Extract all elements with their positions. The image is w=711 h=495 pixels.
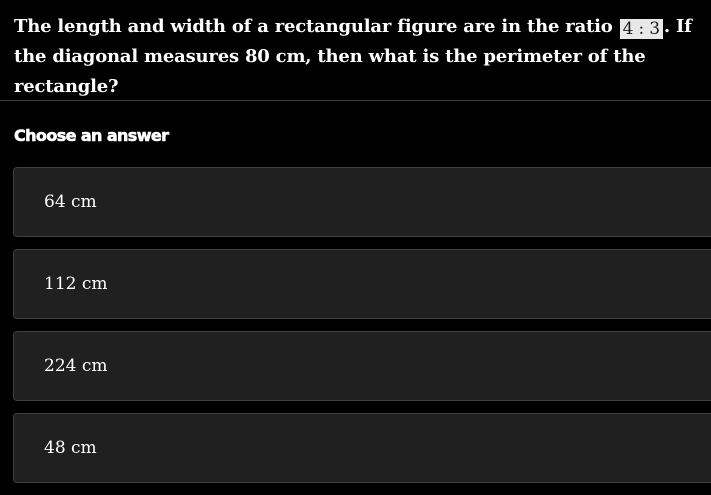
divider [0, 100, 711, 101]
answer-option-2[interactable] [13, 249, 711, 319]
answer-option-3[interactable] [13, 331, 711, 401]
answer-option-label: 112 cm [44, 274, 108, 294]
answer-option-label: 64 cm [44, 192, 97, 212]
answer-option-4[interactable] [13, 413, 711, 483]
question-text [14, 12, 704, 102]
answers-heading: Choose an answer [14, 126, 169, 145]
question-text-before: The length and width of a rectangular figure are in the ratio [14, 16, 619, 37]
answer-option-label: 224 cm [44, 356, 108, 376]
answer-option-label: 48 cm [44, 438, 97, 458]
answer-option-1[interactable] [13, 167, 711, 237]
answer-options [13, 167, 711, 495]
ratio-math: 4 : 3 [620, 19, 663, 39]
question-text-after: . If the diagonal measures 80 cm, then what is the perimeter of the rectangle? [14, 16, 692, 97]
